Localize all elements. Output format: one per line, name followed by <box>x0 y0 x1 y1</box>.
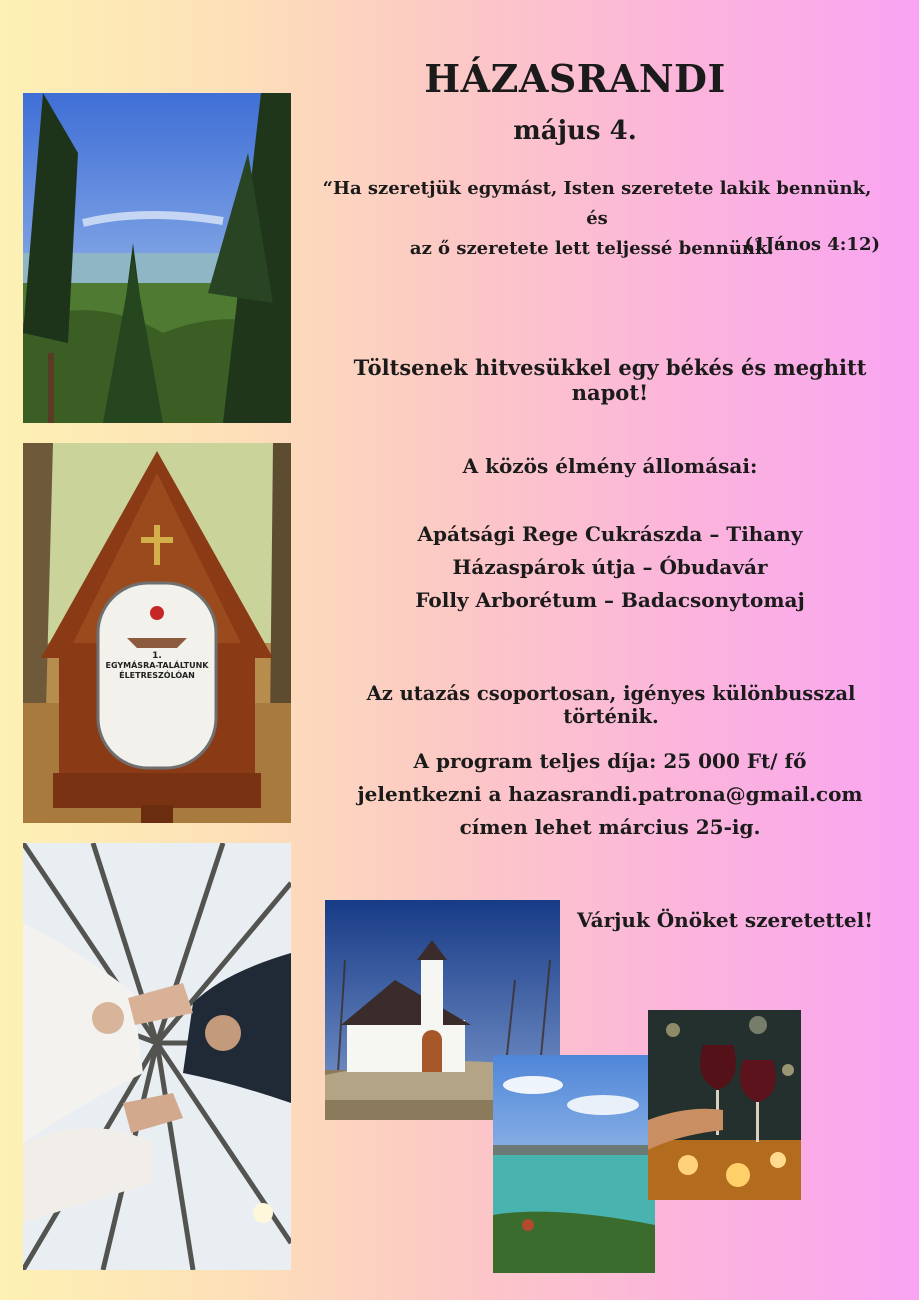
bible-quote-line-1: “Ha szeretjük egymást, Isten szeretete lakik bennünk, és <box>322 178 872 229</box>
closing-message: Várjuk Önöket szeretettel! <box>576 908 873 932</box>
shrine-sign-number: 1. <box>152 651 162 661</box>
station-item: Apátsági Rege Cukrászda – Tihany <box>417 522 803 546</box>
event-date: május 4. <box>513 116 637 146</box>
photo-wine-candles <box>648 1010 801 1200</box>
program-price: A program teljes díja: 25 000 Ft/ fő <box>413 749 807 773</box>
tagline: Töltsenek hitvesükkel egy békés és meghitt napot! <box>353 355 867 405</box>
event-title: HÁZASRANDI <box>424 56 726 101</box>
shrine-sign-title-2: ÉLETRESZÓLÓAN <box>119 671 195 680</box>
photo-wayside-shrine <box>23 443 291 823</box>
shrine-sign-title-1: EGYMÁSRA-TALÁLTUNK <box>105 661 209 670</box>
photo-couple-hands <box>23 843 291 1270</box>
stations-list <box>330 518 890 617</box>
photo-balaton-pines <box>23 93 291 423</box>
photo-lake-balaton <box>493 1055 655 1273</box>
travel-note: Az utazás csoportosan, igényes különbusszal történik. <box>366 682 856 728</box>
program-deadline: címen lehet március 25-ig. <box>459 815 761 839</box>
stations-heading: A közös élmény állomásai: <box>462 454 758 478</box>
bible-quote-line-2: az ő szeretete lett teljessé bennünk.” <box>409 238 785 259</box>
bible-quote-reference: (1János 4:12) <box>744 234 880 255</box>
station-item: Folly Arborétum – Badacsonytomaj <box>415 588 805 612</box>
program-registration-email: jelentkezni a hazasrandi.patrona@gmail.com <box>357 782 863 806</box>
station-item: Házaspárok útja – Óbudavár <box>452 555 768 579</box>
program-info <box>330 745 890 844</box>
